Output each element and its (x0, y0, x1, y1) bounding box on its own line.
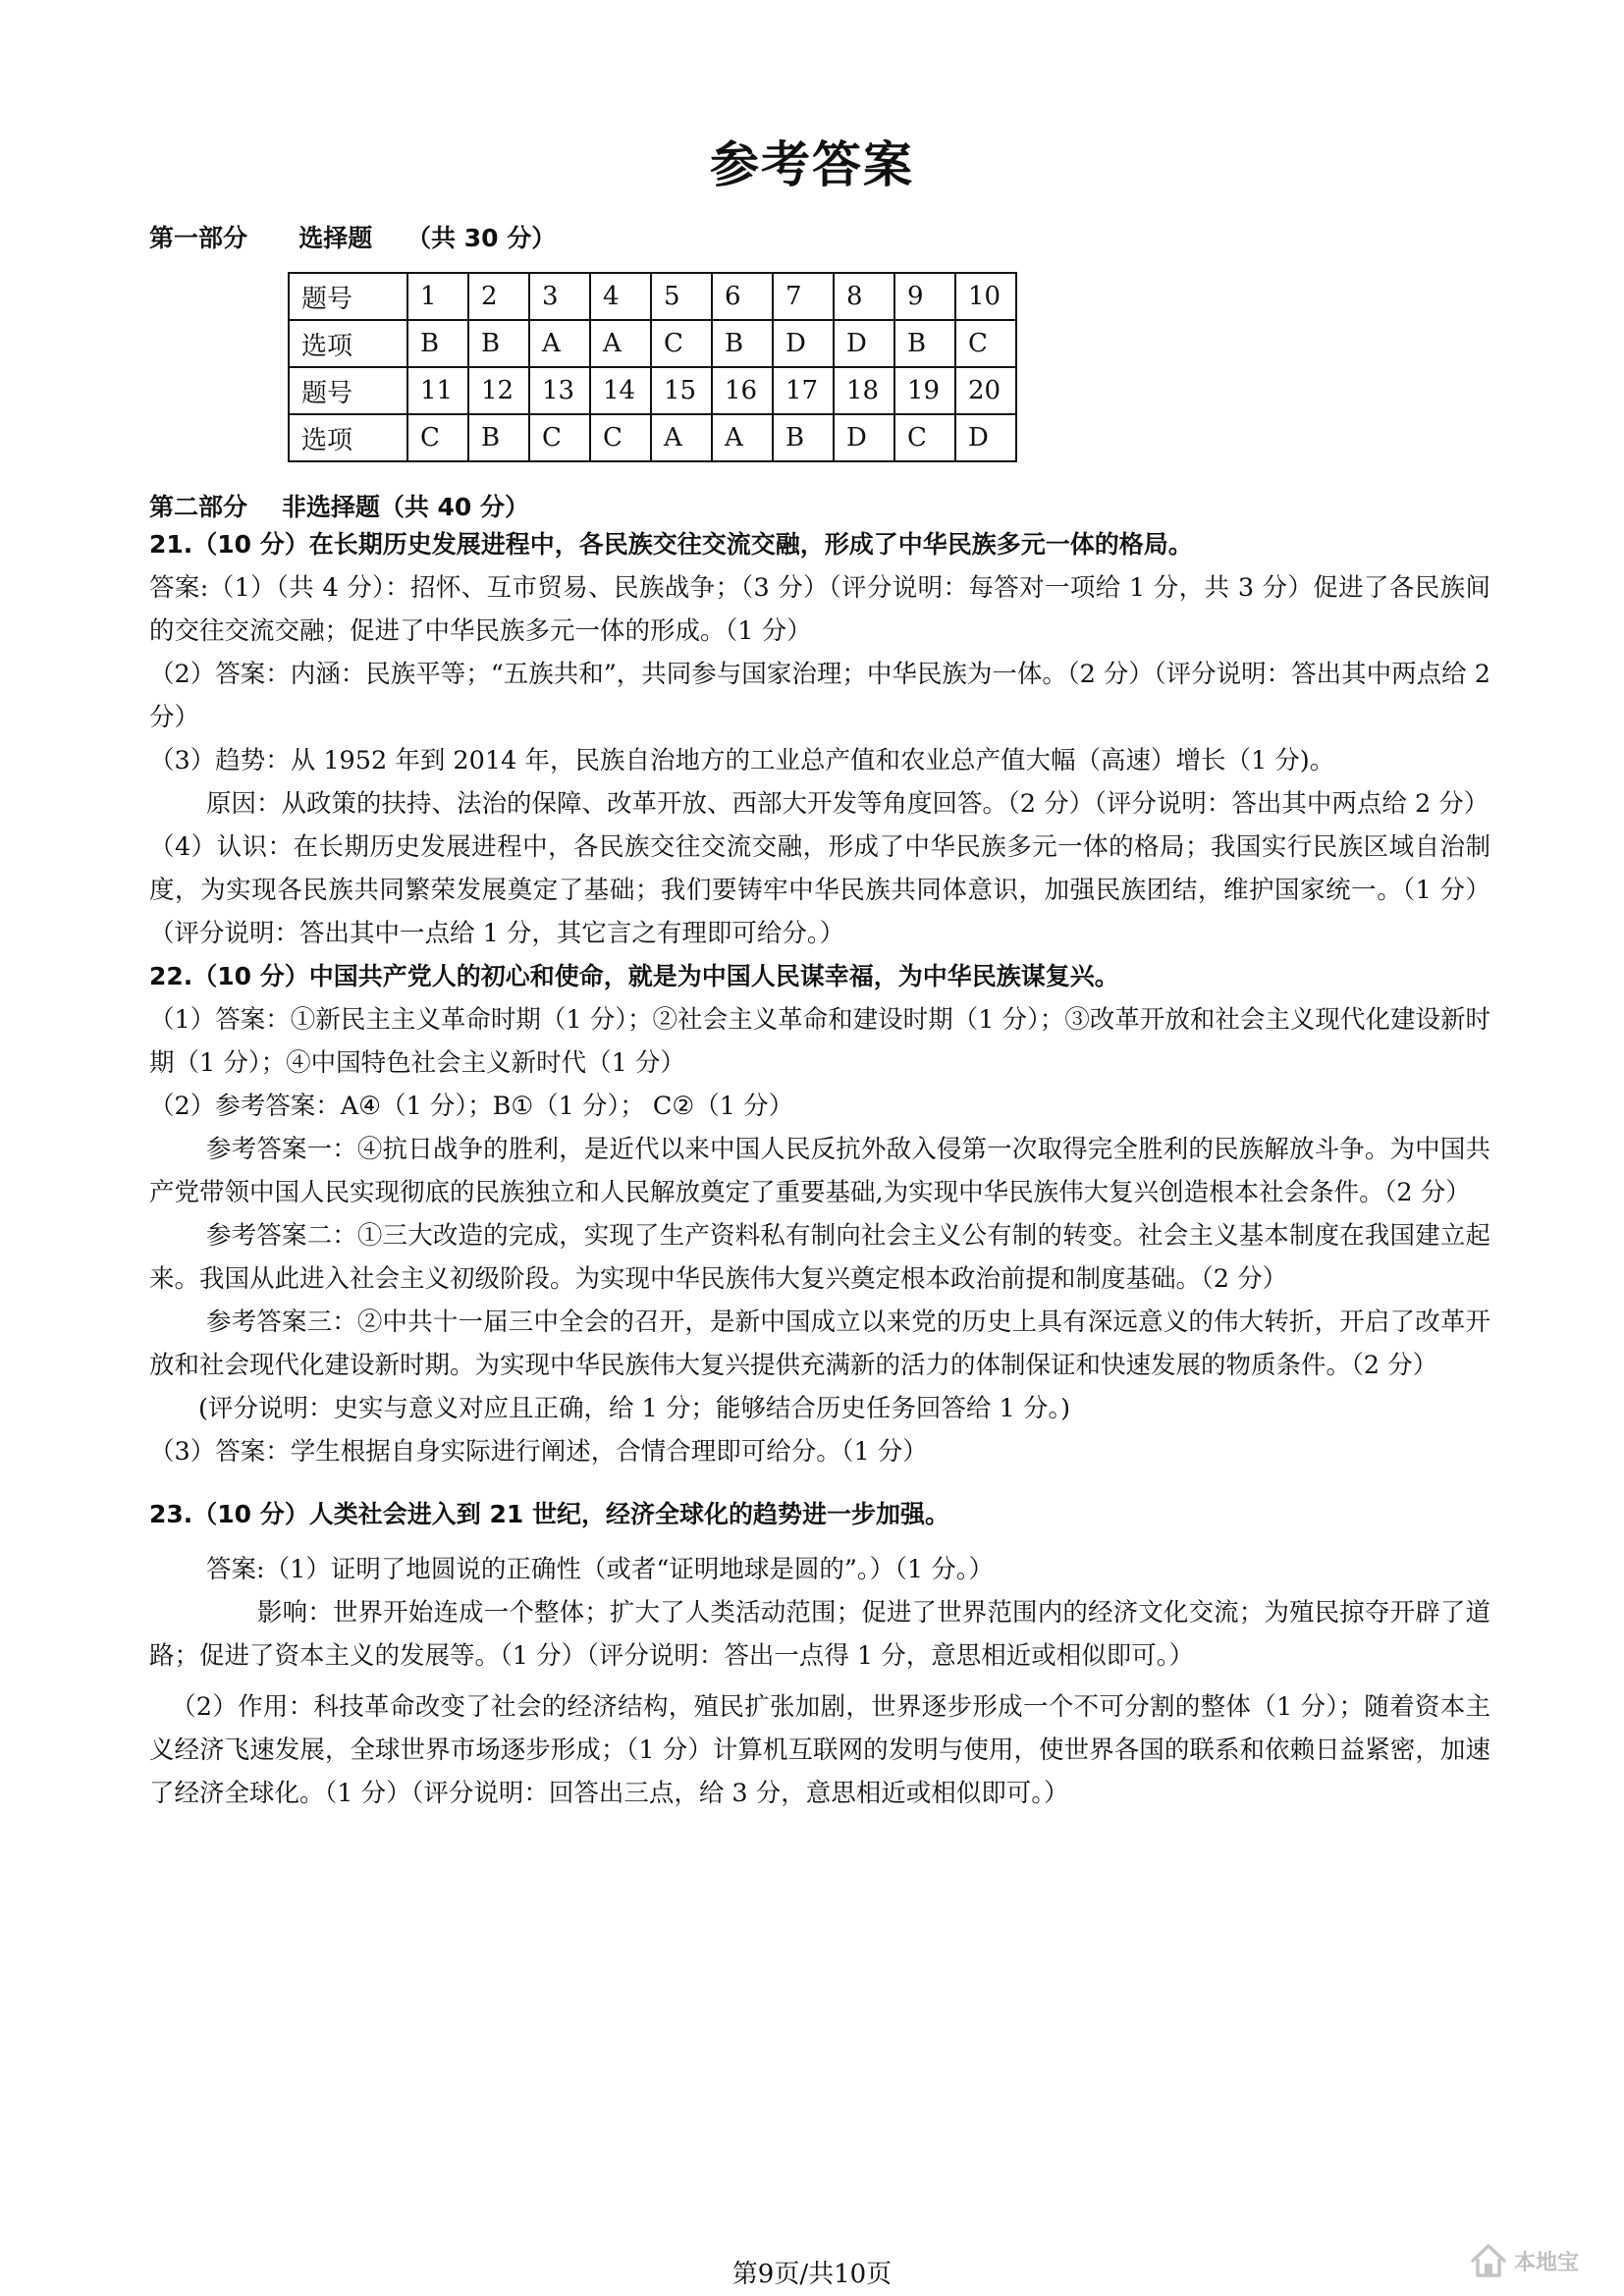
answer-table-cell: 5 (651, 273, 712, 320)
q22-answer-2: （2）参考答案：A④（1 分）；B①（1 分）； C②（1 分） (149, 1092, 794, 1121)
q23-answer-1: 答案:（1）证明了地圆说的正确性（或者“证明地球是圆的”。）（1 分。） (206, 1555, 994, 1584)
answer-table-row (289, 414, 1016, 461)
answer-table-cell: A (529, 320, 590, 367)
part1-heading: 第一部分 选择题 （共 30 分） (149, 224, 557, 252)
answer-table-cell: D (834, 320, 894, 367)
answer-content (149, 523, 1490, 1815)
answer-table-cell: 6 (712, 273, 773, 320)
answer-table-cell: C (894, 414, 955, 461)
house-logo-icon (1469, 2241, 1508, 2280)
question-23-heading: 23.（10 分）人类社会进入到 21 世纪，经济全球化的趋势进一步加强。 (149, 1500, 949, 1528)
answer-table-cell: A (590, 320, 651, 367)
answer-table-row-header: 题号 (289, 367, 407, 414)
watermark (1469, 2234, 1616, 2287)
q21-answer-4: （4）认识：在长期历史发展进程中，各民族交往交流交融，形成了中华民族多元一体的格局；我国实行民族区域自治制度，为实现各民族共同繁荣发展奠定了基础；我们要铸牢中华民族共同体意识，加强民族团结，维护国家统一。（1 分）（评分说明：答出其中一点给 1 分，其它言之有理即可给分。） (149, 832, 1490, 948)
answer-table-cell: 3 (529, 273, 590, 320)
answer-table-cell: 10 (955, 273, 1016, 320)
answer-table-cell: 11 (407, 367, 468, 414)
q22-reference-3: 参考答案三：②中共十一届三中全会的召开，是新中国成立以来党的历史上具有深远意义的伟大转折，开启了改革开放和社会现代化建设新时期。为实现中华民族伟大复兴提供充满新的活力的体制保证和快速发展的物质条件。（2 分） (149, 1308, 1490, 1380)
answer-table-cell: B (468, 320, 529, 367)
answer-table-cell: B (468, 414, 529, 461)
answer-table-cell: B (712, 320, 773, 367)
answer-table-cell: 12 (468, 367, 529, 414)
answer-table-cell: 1 (407, 273, 468, 320)
answer-table-cell: 8 (834, 273, 894, 320)
answer-table-cell: D (955, 414, 1016, 461)
answer-table-cell: C (407, 414, 468, 461)
answer-table-cell: 9 (894, 273, 955, 320)
q21-answer-3: （3）趋势：从 1952 年到 2014 年，民族自治地方的工业总产值和农业总产值大幅（高速）增长（1 分)。 (149, 746, 1335, 775)
question-22-heading: 22.（10 分）中国共产党人的初心和使命，就是为中国人民谋幸福，为中华民族谋复兴。 (149, 962, 1119, 990)
q22-reference-2: 参考答案二：①三大改造的完成，实现了生产资料私有制向社会主义公有制的转变。社会主义基本制度在我国建立起来。我国从此进入社会主义初级阶段。为实现中华民族伟大复兴奠定根本政治前提和制度基础。（2 分） (149, 1221, 1490, 1294)
answer-table-cell: B (894, 320, 955, 367)
answer-table (288, 272, 1017, 462)
page-footer: 第9页/共10页 (731, 2260, 893, 2289)
answer-table-row (289, 367, 1016, 414)
answer-table-cell: A (712, 414, 773, 461)
answer-table-cell: D (834, 414, 894, 461)
answer-table-cell: 17 (773, 367, 834, 414)
q21-answer-3-reason: 原因：从政策的扶持、法治的保障、改革开放、西部大开发等角度回答。（2 分）（评分说明：答出其中两点给 2 分） (206, 789, 1489, 819)
answer-table-cell: C (651, 320, 712, 367)
answer-table-cell: C (955, 320, 1016, 367)
answer-table-cell: B (407, 320, 468, 367)
answer-table-cell: 13 (529, 367, 590, 414)
answer-table-cell: B (773, 414, 834, 461)
q22-reference-1: 参考答案一：④抗日战争的胜利，是近代以来中国人民反抗外敌入侵第一次取得完全胜利的民族解放斗争。为中国共产党带领中国人民实现彻底的民族独立和人民解放奠定了重要基础,为实现中华民族伟大复兴创造根本社会条件。（2 分） (149, 1135, 1490, 1207)
answer-table-row-header: 选项 (289, 414, 407, 461)
answer-table-cell: 16 (712, 367, 773, 414)
question-21-heading: 21.（10 分）在长期历史发展进程中，各民族交往交流交融，形成了中华民族多元一体的格局。 (149, 530, 1193, 559)
answer-table-cell: 14 (590, 367, 651, 414)
answer-table-cell: 18 (834, 367, 894, 414)
answer-table-cell: 7 (773, 273, 834, 320)
part2-heading: 第二部分 非选择题（共 40 分） (149, 493, 530, 521)
answer-table-cell: 2 (468, 273, 529, 320)
answer-table-row-header: 题号 (289, 273, 407, 320)
answer-table-row-header: 选项 (289, 320, 407, 367)
answer-table-cell: 20 (955, 367, 1016, 414)
q23-answer-2: （2）作用：科技革命改变了社会的经济结构，殖民扩张加剧，世界逐步形成一个不可分割的整体（1 分）；随着资本主义经济飞速发展，全球世界市场逐步形成；（1 分）计算机互联网的发明与使用，使世界各国的联系和依赖日益紧密，加速了经济全球化。（1 分）（评分说明：回答出三点，给 3 分，意思相近或相似即可。） (149, 1692, 1490, 1808)
answer-table-row (289, 273, 1016, 320)
answer-table-cell: 19 (894, 367, 955, 414)
watermark-text: 本地宝 (1514, 2250, 1580, 2275)
q23-answer-1-impact: 影响：世界开始连成一个整体；扩大了人类活动范围；促进了世界范围内的经济文化交流；为殖民掠夺开辟了道路；促进了资本主义的发展等。（1 分）（评分说明：答出一点得 1 分，意思相近或相似即可。） (149, 1598, 1490, 1671)
q22-answer-1: （1）答案：①新民主主义革命时期（1 分）；②社会主义革命和建设时期（1 分）；③改革开放和社会主义现代化建设新时期（1 分）；④中国特色社会主义新时代（1 分） (149, 1005, 1490, 1078)
answer-table-cell: C (529, 414, 590, 461)
answer-table-cell: A (651, 414, 712, 461)
answer-table-row (289, 320, 1016, 367)
q21-answer-1: 答案:（1）（共 4 分）：招怀、互市贸易、民族战争；（3 分）（评分说明：每答对一项给 1 分，共 3 分）促进了各民族间的交往交流交融；促进了中华民族多元一体的形成。（1 分） (149, 573, 1490, 646)
page-title: 参考答案 (710, 136, 914, 193)
answer-table-cell: 4 (590, 273, 651, 320)
answer-table-cell: 15 (651, 367, 712, 414)
answer-table-cell: C (590, 414, 651, 461)
q22-answer-3: （3）答案：学生根据自身实际进行阐述，合情合理即可给分。（1 分） (149, 1437, 928, 1467)
answer-table-cell: D (773, 320, 834, 367)
q21-answer-2: （2）答案：内涵：民族平等；“五族共和”，共同参与国家治理；中华民族为一体。（2 分）（评分说明：答出其中两点给 2 分） (149, 660, 1490, 732)
q22-scoring-note: (评分说明：史实与意义对应且正确，给 1 分；能够结合历史任务回答给 1 分。) (198, 1394, 1071, 1423)
